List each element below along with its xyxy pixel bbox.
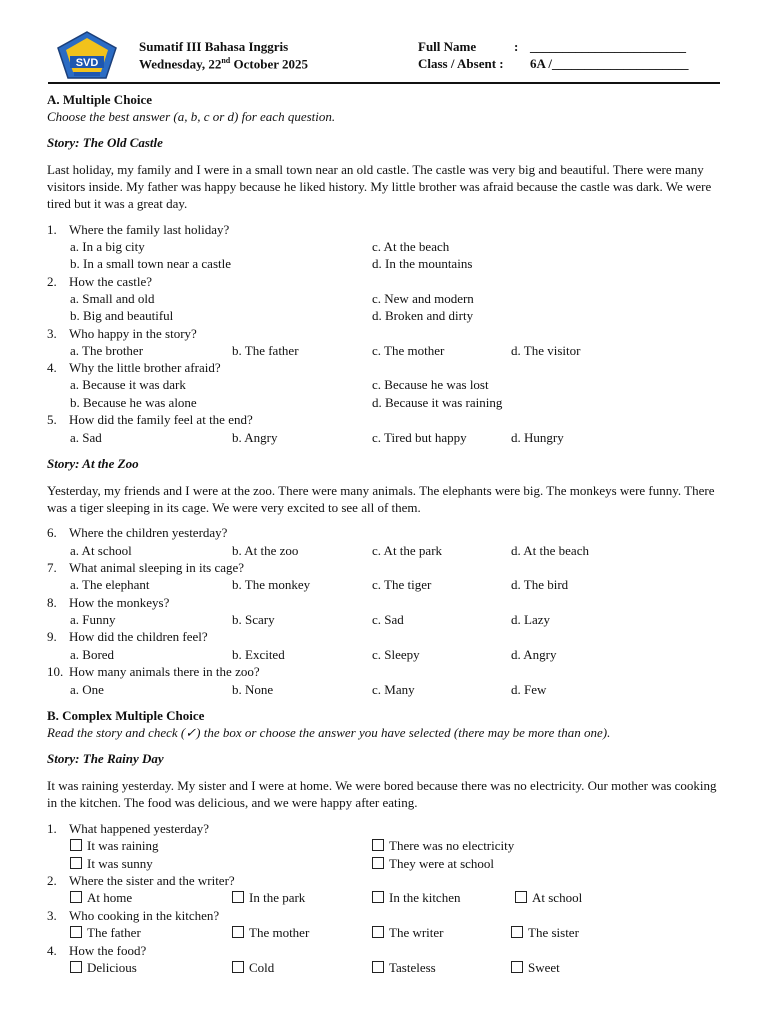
question-number: 1. xyxy=(47,821,57,836)
checkbox[interactable] xyxy=(232,891,244,903)
question-5 xyxy=(47,412,253,428)
question-text: How did the family feel at the end? xyxy=(69,412,253,427)
checkbox[interactable] xyxy=(70,857,82,869)
section-b-instruction: Read the story and check (✓) the box or choose the answer you have selected (there may be more than one). xyxy=(47,725,611,740)
q4-option-a[interactable]: a. Because it was dark xyxy=(70,377,186,392)
story-title-old-castle: Story: The Old Castle xyxy=(47,135,163,150)
option-label: Cold xyxy=(249,960,275,975)
question-number: 3. xyxy=(47,326,57,341)
option-label: At school xyxy=(532,890,583,905)
b-q3-option-1[interactable] xyxy=(70,925,141,941)
question-number: 2. xyxy=(47,873,57,888)
q6-option-c[interactable]: c. At the park xyxy=(372,543,443,558)
q8-option-d[interactable]: d. Lazy xyxy=(511,612,550,627)
q2-option-a[interactable]: a. Small and old xyxy=(70,291,155,306)
header-divider xyxy=(48,82,720,84)
q1-option-b[interactable]: b. In a small town near a castle xyxy=(70,256,231,271)
question-text: Who cooking in the kitchen? xyxy=(69,908,220,923)
q1-option-d[interactable]: d. In the mountains xyxy=(372,256,473,271)
question-number: 7. xyxy=(47,560,57,575)
q9-option-b[interactable]: b. Excited xyxy=(232,647,285,662)
b-q3-option-2[interactable] xyxy=(232,925,309,941)
q5-option-c[interactable]: c. Tired but happy xyxy=(372,430,467,445)
story-text-old-castle: Last holiday, my family and I were in a small town near an old castle. The castle was very big and beautiful. There were many visitors inside. My father was happy because he liked history. My little brother was afraid because the castle was dark. We were tired but it was a great day. xyxy=(47,162,712,211)
checkbox[interactable] xyxy=(70,926,82,938)
question-text: What happened yesterday? xyxy=(69,821,210,836)
option-label: Sweet xyxy=(528,960,560,975)
option-label: It was raining xyxy=(87,838,159,853)
q10-option-a[interactable]: a. One xyxy=(70,682,104,697)
question-text: Who happy in the story? xyxy=(69,326,197,341)
question-number: 5. xyxy=(47,412,57,427)
class-absent-field[interactable]: 6A /_____________________ xyxy=(530,56,689,71)
q4-option-c[interactable]: c. Because he was lost xyxy=(372,377,489,392)
option-label: They were at school xyxy=(389,856,495,871)
class-absent-label: Class / Absent : xyxy=(418,56,504,71)
question-text: Where the family last holiday? xyxy=(69,222,230,237)
exam-date xyxy=(139,56,308,72)
b-question-3 xyxy=(47,908,219,924)
subject-title: Sumatif III Bahasa Inggris xyxy=(139,39,289,54)
q4-option-b[interactable]: b. Because he was alone xyxy=(70,395,197,410)
checkbox[interactable] xyxy=(70,961,82,973)
checkbox[interactable] xyxy=(372,891,384,903)
question-number: 2. xyxy=(47,274,57,289)
checkbox[interactable] xyxy=(511,961,523,973)
checkbox[interactable] xyxy=(232,961,244,973)
question-7 xyxy=(47,560,244,576)
question-text: Where the children yesterday? xyxy=(69,525,228,540)
q10-option-b[interactable]: b. None xyxy=(232,682,274,697)
story-title-rainy-day: Story: The Rainy Day xyxy=(47,751,164,766)
option-label: The father xyxy=(87,925,141,940)
q9-option-c[interactable]: c. Sleepy xyxy=(372,647,420,662)
q8-option-a[interactable]: a. Funny xyxy=(70,612,116,627)
section-b-title: B. Complex Multiple Choice xyxy=(47,708,205,723)
b-q1-option-2[interactable] xyxy=(70,856,153,872)
option-label: It was sunny xyxy=(87,856,153,871)
school-logo xyxy=(56,30,118,80)
question-3 xyxy=(47,326,197,342)
q1-option-a[interactable]: a. In a big city xyxy=(70,239,145,254)
checkbox[interactable] xyxy=(515,891,527,903)
question-number: 9. xyxy=(47,629,57,644)
q7-option-b[interactable]: b. The monkey xyxy=(232,577,311,592)
b-question-2 xyxy=(47,873,235,889)
question-10 xyxy=(47,664,260,680)
q2-option-c[interactable]: c. New and modern xyxy=(372,291,474,306)
q8-option-b[interactable]: b. Scary xyxy=(232,612,275,627)
q5-option-d[interactable]: d. Hungry xyxy=(511,430,564,445)
q5-option-a[interactable]: a. Sad xyxy=(70,430,102,445)
checkbox[interactable] xyxy=(70,891,82,903)
question-text: Why the little brother afraid? xyxy=(69,360,221,375)
checkbox[interactable] xyxy=(372,839,384,851)
q10-option-c[interactable]: c. Many xyxy=(372,682,415,697)
question-2 xyxy=(47,274,152,290)
option-label: Delicious xyxy=(87,960,137,975)
q10-option-d[interactable]: d. Few xyxy=(511,682,547,697)
logo-text: SVD xyxy=(75,57,99,69)
date-rest: October 2025 xyxy=(230,56,309,72)
q6-option-a[interactable]: a. At school xyxy=(70,543,132,558)
question-number: 3. xyxy=(47,908,57,923)
checkbox[interactable] xyxy=(372,926,384,938)
b-q1-option-1[interactable] xyxy=(70,838,158,854)
q5-option-b[interactable]: b. Angry xyxy=(232,430,278,445)
b-q2-option-1[interactable] xyxy=(70,890,132,906)
q9-option-d[interactable]: d. Angry xyxy=(511,647,557,662)
section-a-title: A. Multiple Choice xyxy=(47,92,153,107)
b-q1-option-4[interactable] xyxy=(372,856,494,872)
story-title-zoo: Story: At the Zoo xyxy=(47,456,139,471)
q6-option-d[interactable]: d. At the beach xyxy=(511,543,589,558)
q1-option-c[interactable]: c. At the beach xyxy=(372,239,450,254)
q7-option-d[interactable]: d. The bird xyxy=(511,577,569,592)
question-number: 1. xyxy=(47,222,57,237)
full-name-label: Full Name xyxy=(418,39,477,54)
q3-option-d[interactable]: d. The visitor xyxy=(511,343,581,358)
q2-option-b[interactable]: b. Big and beautiful xyxy=(70,308,174,323)
checkbox[interactable] xyxy=(232,926,244,938)
option-label: The writer xyxy=(389,925,444,940)
option-label: The sister xyxy=(528,925,579,940)
q4-option-d[interactable]: d. Because it was raining xyxy=(372,395,503,410)
question-text: How the monkeys? xyxy=(69,595,170,610)
b-q4-option-2[interactable] xyxy=(232,960,274,976)
b-q3-option-3[interactable] xyxy=(372,925,444,941)
q7-option-c[interactable]: c. The tiger xyxy=(372,577,432,592)
q2-option-d[interactable]: d. Broken and dirty xyxy=(372,308,474,323)
question-number: 4. xyxy=(47,943,57,958)
question-text: What animal sleeping in its cage? xyxy=(69,560,245,575)
question-6 xyxy=(47,525,227,541)
question-8 xyxy=(47,595,169,611)
b-q4-option-4[interactable] xyxy=(511,960,560,976)
question-text: Where the sister and the writer? xyxy=(69,873,235,888)
checkbox[interactable] xyxy=(372,857,384,869)
option-label: In the park xyxy=(249,890,306,905)
question-text: How did the children feel? xyxy=(69,629,208,644)
question-number: 8. xyxy=(47,595,57,610)
checkbox[interactable] xyxy=(511,926,523,938)
b-q2-option-4[interactable] xyxy=(515,890,582,906)
question-number: 6. xyxy=(47,525,57,540)
b-q1-option-3[interactable] xyxy=(372,838,514,854)
b-q4-option-3[interactable] xyxy=(372,960,436,976)
option-label: At home xyxy=(87,890,133,905)
b-q3-option-4[interactable] xyxy=(511,925,579,941)
q8-option-c[interactable]: c. Sad xyxy=(372,612,404,627)
question-text: How the castle? xyxy=(69,274,153,289)
section-a-instruction: Choose the best answer (a, b, c or d) for each question. xyxy=(47,109,336,124)
story-text-zoo: Yesterday, my friends and I were at the zoo. There were many animals. The elephants were big. The monkeys were funny. There was a tiger sleeping in its cage. We were very excited to see all of them. xyxy=(47,483,715,515)
question-number: 4. xyxy=(47,360,57,375)
checkbox[interactable] xyxy=(70,839,82,851)
b-question-4 xyxy=(47,943,146,959)
question-number: 10. xyxy=(47,664,64,679)
option-label: The mother xyxy=(249,925,310,940)
question-text: How many animals there in the zoo? xyxy=(69,664,260,679)
q7-option-a[interactable]: a. The elephant xyxy=(70,577,150,592)
q3-option-b[interactable]: b. The father xyxy=(232,343,299,358)
q3-option-c[interactable]: c. The mother xyxy=(372,343,445,358)
b-question-1 xyxy=(47,821,209,837)
option-label: In the kitchen xyxy=(389,890,461,905)
q9-option-a[interactable]: a. Bored xyxy=(70,647,115,662)
question-1 xyxy=(47,222,229,238)
b-q4-option-1[interactable] xyxy=(70,960,137,976)
b-q2-option-2[interactable] xyxy=(232,890,305,906)
checkbox[interactable] xyxy=(372,961,384,973)
full-name-field[interactable]: ________________________ xyxy=(530,39,686,54)
b-q2-option-3[interactable] xyxy=(372,890,460,906)
option-label: Tasteless xyxy=(389,960,436,975)
option-label: There was no electricity xyxy=(389,838,515,853)
question-text: How the food? xyxy=(69,943,147,958)
question-4 xyxy=(47,360,221,376)
story-text-rainy-day: It was raining yesterday. My sister and I were at home. We were bored because there was no electricity. Our mother was cooking in the kitchen. The food was delicious, and we were happy after eating. xyxy=(47,778,717,810)
full-name-colon: : xyxy=(514,39,519,54)
q6-option-b[interactable]: b. At the zoo xyxy=(232,543,299,558)
q3-option-a[interactable]: a. The brother xyxy=(70,343,144,358)
date-day: Wednesday, 22 xyxy=(139,56,222,72)
date-suffix-sup: nd xyxy=(221,56,231,65)
question-9 xyxy=(47,629,208,645)
